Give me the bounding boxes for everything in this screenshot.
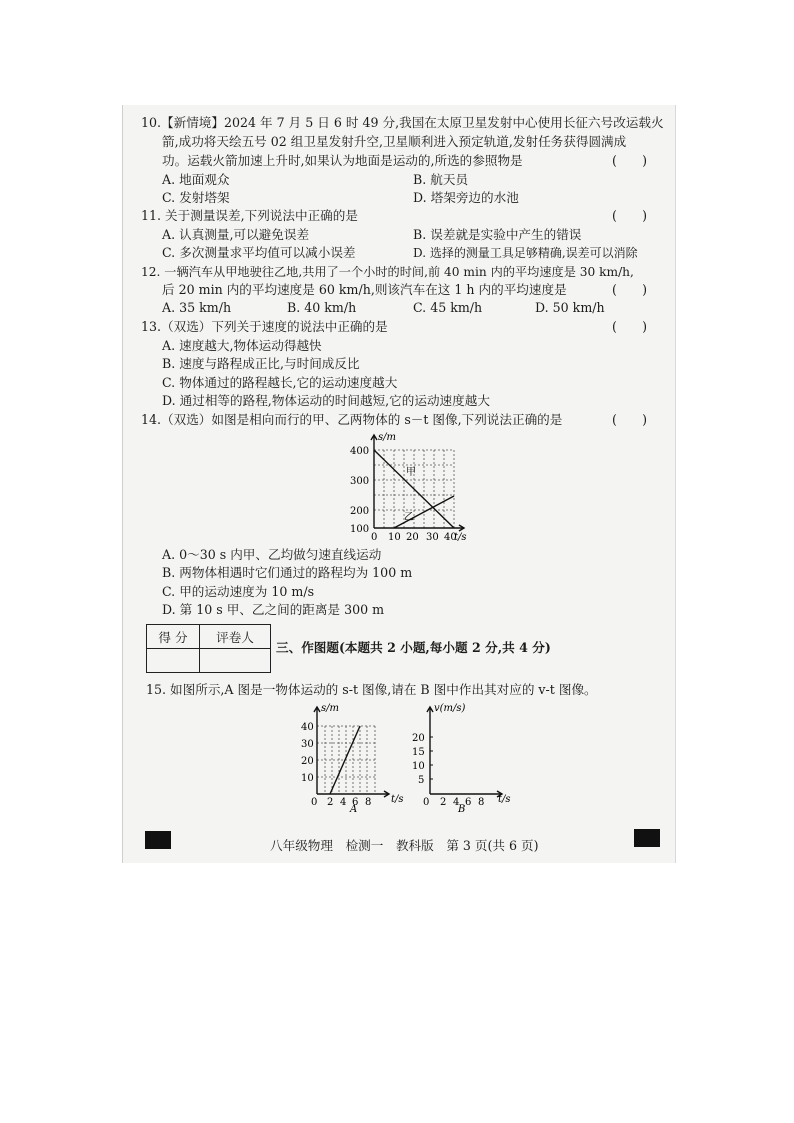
q14-ytick: 200 <box>350 506 370 517</box>
q15b-ytick: 5 <box>418 775 425 786</box>
q12-line2: 后 20 min 内的平均速度是 60 km/h,则该汽车在这 1 h 内的平均速度是 <box>162 282 567 297</box>
q14-xtick: 40 <box>444 532 457 543</box>
page-footer: 八年级物理 检测一 教科版 第 3 页(共 6 页) <box>270 838 539 853</box>
q10-option-c: C. 发射塔架 <box>162 190 230 205</box>
q14-option-b: B. 两物体相遇时它们通过的路程均为 100 m <box>162 565 413 580</box>
q14-answer-bracket: ( ) <box>612 412 648 427</box>
q12-answer-bracket: ( ) <box>612 282 648 297</box>
q15a-ytick: 20 <box>301 756 314 767</box>
q13-option-a: A. 速度越大,物体运动得越快 <box>162 338 322 353</box>
q14-xtick: 10 <box>388 532 401 543</box>
q15a-ytick: 40 <box>301 722 314 733</box>
score-header: 得 分 <box>147 625 200 649</box>
q15a-xlabel: t/s <box>391 794 404 805</box>
q14-ylabel: s/m <box>378 432 396 443</box>
q14-line1: 14.（双选）如图是相向而行的甲、乙两物体的 s－t 图像,下列说法正确的是 <box>141 412 563 427</box>
section-3-title: 三、作图题(本题共 2 小题,每小题 2 分,共 4 分) <box>276 640 551 655</box>
grader-cell[interactable] <box>200 649 271 673</box>
q10-line2: 箭,成功将天绘五号 02 组卫星发射升空,卫星顺利进入预定轨道,发射任务获得圆满成 <box>162 134 627 149</box>
registration-mark-left <box>145 831 171 849</box>
q15a-xtick: 2 <box>327 797 334 808</box>
q14-ytick: 100 <box>350 524 370 535</box>
q14-label-yi: 乙 <box>404 512 414 523</box>
q10-option-b: B. 航天员 <box>413 172 469 187</box>
q15a-xtick: 6 <box>352 797 359 808</box>
q14-ytick: 300 <box>350 476 370 487</box>
q14-xtick: 0 <box>371 532 378 543</box>
q11-answer-bracket: ( ) <box>612 208 648 223</box>
q15a-caption: A <box>350 804 358 813</box>
q14-xlabel: t/s <box>454 532 467 543</box>
q11-option-c: C. 多次测量求平均值可以减小误差 <box>162 245 356 260</box>
q10-option-d: D. 塔架旁边的水池 <box>413 190 519 205</box>
q12-line1: 12. 一辆汽车从甲地驶往乙地,共用了一个小时的时间,前 40 min 内的平均速度是 30 km/h, <box>141 265 634 279</box>
q14-label-jia: 甲 <box>406 467 416 478</box>
q15-graph-b[interactable] <box>400 698 520 813</box>
q15b-xtick: 4 <box>453 797 460 808</box>
q15b-ytick: 20 <box>412 733 425 744</box>
q13-answer-bracket: ( ) <box>612 319 648 334</box>
q14-st-graph <box>342 430 482 545</box>
q12-option-d: D. 50 km/h <box>535 300 605 315</box>
q15-line1: 15. 如图所示,A 图是一物体运动的 s-t 图像,请在 B 图中作出其对应的 v-t 图像。 <box>146 682 597 697</box>
q15-graph-a <box>293 698 413 813</box>
q14-line-jia <box>374 450 454 528</box>
q15b-xtick: 8 <box>478 797 485 808</box>
q15a-ytick: 30 <box>301 739 314 750</box>
q15a-xtick: 0 <box>311 797 318 808</box>
q14-xtick: 20 <box>406 532 419 543</box>
q11-line1: 11. 关于测量误差,下列说法中正确的是 <box>141 208 358 223</box>
q10-answer-bracket: ( ) <box>612 153 648 168</box>
q15a-ytick: 10 <box>301 773 314 784</box>
q15a-xtick: 4 <box>340 797 347 808</box>
q15b-ylabel: v(m/s) <box>434 703 466 714</box>
q11-option-b: B. 误差就是实验中产生的错误 <box>413 227 582 242</box>
q14-xtick: 30 <box>426 532 439 543</box>
q10-option-a: A. 地面观众 <box>162 172 230 187</box>
q15a-ylabel: s/m <box>321 703 339 714</box>
q12-option-c: C. 45 km/h <box>413 300 483 315</box>
q10-line3: 功。运载火箭加速上升时,如果认为地面是运动的,所选的参照物是 <box>162 153 523 168</box>
q13-line1: 13.（双选）下列关于速度的说法中正确的是 <box>141 319 388 334</box>
q14-ytick: 400 <box>350 446 370 457</box>
q15b-caption: B <box>458 804 466 813</box>
q15b-ytick: 10 <box>412 761 425 772</box>
q13-option-d: D. 通过相等的路程,物体运动的时间越短,它的运动速度越大 <box>162 393 490 408</box>
q10-line1: 10.【新情境】2024 年 7 月 5 日 6 时 49 分,我国在太原卫星发射中心使用长征六号改运载火 <box>141 115 664 130</box>
q14-option-c: C. 甲的运动速度为 10 m/s <box>162 584 315 599</box>
q11-option-a: A. 认真测量,可以避免误差 <box>162 227 310 242</box>
q13-option-b: B. 速度与路程成正比,与时间成反比 <box>162 356 360 371</box>
q15b-xlabel: t/s <box>498 794 511 805</box>
q15b-xtick: 0 <box>423 797 430 808</box>
q15b-ytick: 15 <box>412 747 425 758</box>
grader-header: 评卷人 <box>200 625 271 649</box>
registration-mark-right <box>634 829 660 847</box>
q15b-xtick: 6 <box>465 797 472 808</box>
q14-option-d: D. 第 10 s 甲、乙之间的距离是 300 m <box>162 602 385 617</box>
q12-option-b: B. 40 km/h <box>287 300 357 315</box>
q14-option-a: A. 0～30 s 内甲、乙均做匀速直线运动 <box>162 547 382 562</box>
score-table <box>146 624 271 673</box>
q11-option-d: D. 选择的测量工具足够精确,误差可以消除 <box>413 246 638 260</box>
q12-option-a: A. 35 km/h <box>162 300 232 315</box>
q13-option-c: C. 物体通过的路程越长,它的运动速度越大 <box>162 375 398 390</box>
q15b-xtick: 2 <box>440 797 447 808</box>
q15a-xtick: 8 <box>365 797 372 808</box>
score-cell[interactable] <box>147 649 200 673</box>
